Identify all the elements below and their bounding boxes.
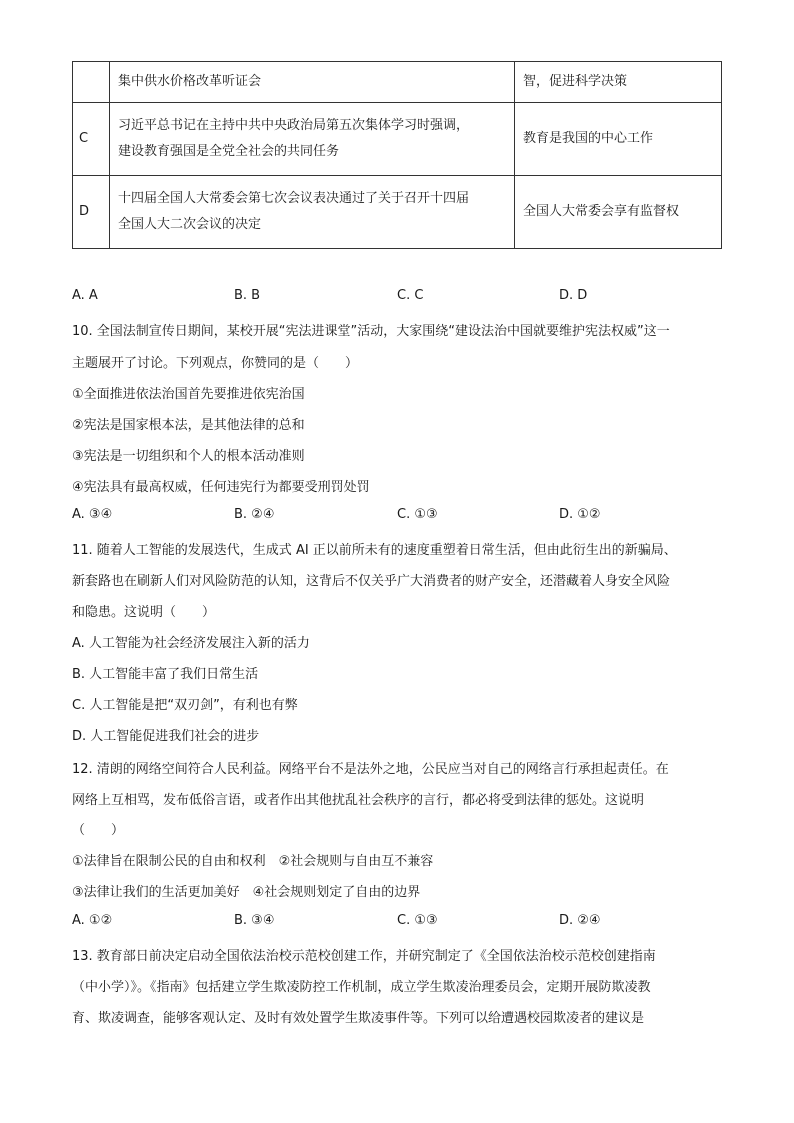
option-c: C. ①③ xyxy=(397,507,438,522)
option-d: D. ②④ xyxy=(559,913,601,928)
q13-stem-line: 13. 教育部日前决定启动全国依法治校示范校创建工作，并研究制定了《全国依法治校示范校创建指南 xyxy=(72,949,656,964)
q13-stem-line: （中小学）》。《指南》包括建立学生欺凌防控工作机制，成立学生欺凌治理委员会，定期开展防欺凌教 xyxy=(72,980,651,995)
q11-option: A. 人工智能为社会经济发展注入新的活力 xyxy=(72,636,310,651)
row-condition-line: 建设教育强国是全党全社会的共同任务 xyxy=(118,144,340,159)
option-b: B. ③④ xyxy=(234,913,275,928)
option-b: B. B xyxy=(234,288,261,303)
q11-option: C. 人工智能是把“双刃剑”，有利也有弊 xyxy=(72,698,298,713)
q10-statement: ①全面推进依法治国首先要推进依宪治国 xyxy=(72,387,305,402)
q10-statement: ②宪法是国家根本法，是其他法律的总和 xyxy=(72,418,305,433)
option-c: C. C xyxy=(397,288,424,303)
q10-statement: ④宪法具有最高权威，任何违宪行为都要受刑罚处罚 xyxy=(72,480,370,495)
q11-option: B. 人工智能丰富了我们日常生活 xyxy=(72,667,259,682)
row-label xyxy=(73,62,110,103)
q9-options xyxy=(72,288,732,308)
q11-stem-line: 新套路也在刷新人们对风险防范的认知，这背后不仅关乎广大消费者的财产安全，还潜藏着人身安全风险 xyxy=(72,574,671,589)
row-condition-line: 集中供水价格改革听证会 xyxy=(118,74,262,89)
row-condition xyxy=(110,103,515,176)
row-meaning: 智，促进科学决策 xyxy=(515,62,722,103)
q12-statement: ③法律让我们的生活更加美好 ④社会规则划定了自由的边界 xyxy=(72,885,421,900)
table-row xyxy=(73,62,722,103)
row-condition-line: 习近平总书记在主持中共中央政治局第五次集体学习时强调， xyxy=(118,118,470,133)
q12-stem-line: 12. 清朗的网络空间符合人民利益。网络平台不是法外之地，公民应当对自己的网络言行承担起责任。在 xyxy=(72,762,669,777)
row-label: D xyxy=(73,176,110,249)
option-a: A. ③④ xyxy=(72,507,113,522)
row-condition-line: 十四届全国人大常委会第七次会议表决通过了关于召开十四届 xyxy=(118,191,470,206)
row-meaning: 全国人大常委会享有监督权 xyxy=(515,176,722,249)
row-condition xyxy=(110,62,515,103)
option-b: B. ②④ xyxy=(234,507,275,522)
option-a: A. A xyxy=(72,288,98,303)
row-condition-line: 全国人大二次会议的决定 xyxy=(118,217,262,232)
option-a: A. ①② xyxy=(72,913,113,928)
row-label: C xyxy=(73,103,110,176)
q10-statement: ③宪法是一切组织和个人的根本活动准则 xyxy=(72,449,305,464)
row-condition xyxy=(110,176,515,249)
table-row xyxy=(73,176,722,249)
row-meaning: 教育是我国的中心工作 xyxy=(515,103,722,176)
table-row xyxy=(73,103,722,176)
q13-stem-line: 育、欺凌调查，能够客观认定、及时有效处置学生欺凌事件等。下列可以给遭遇校园欺凌者的建议是 xyxy=(72,1011,645,1026)
option-d: D. D xyxy=(559,288,588,303)
option-c: C. ①③ xyxy=(397,913,438,928)
q10-stem-line: 10. 全国法制宣传日期间，某校开展“宪法进课堂”活动，大家围绕“建设法治中国就要维护宪法权威”这一 xyxy=(72,324,670,339)
q11-stem-line: 11. 随着人工智能的发展迭代，生成式 AI 正以前所未有的速度重塑着日常生活，但由此衍生出的新骗局、 xyxy=(72,543,677,558)
q10-options xyxy=(72,507,732,527)
q11-option: D. 人工智能促进我们社会的进步 xyxy=(72,729,260,744)
option-d: D. ①② xyxy=(559,507,601,522)
answer-table xyxy=(72,61,722,249)
q10-stem-line: 主题展开了讨论。下列观点，你赞同的是（ ） xyxy=(72,356,359,371)
q12-options xyxy=(72,913,732,933)
q11-stem-line: 和隐患。这说明（ ） xyxy=(72,605,216,620)
q12-stem-line: （ ） xyxy=(72,823,125,838)
q12-statement: ①法律旨在限制公民的自由和权利 ②社会规则与自由互不兼容 xyxy=(72,854,434,869)
q12-stem-line: 网络上互相骂，发布低俗言语，或者作出其他扰乱社会秩序的言行，都必将受到法律的惩处。这说明 xyxy=(72,793,645,808)
